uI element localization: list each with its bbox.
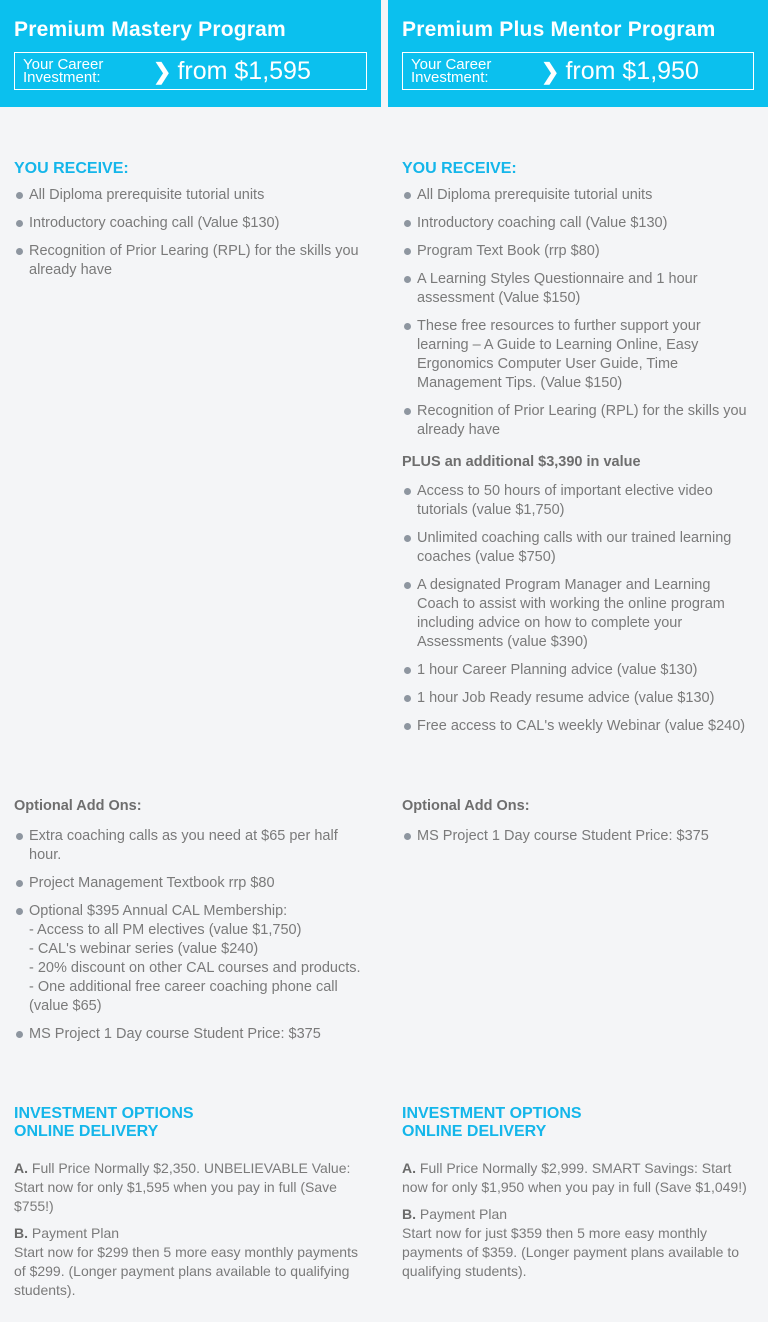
option-a-text: Full Price Normally $2,350. UNBELIEVABLE Value: Start now for only $1,595 when you pay in full (Save $755!) xyxy=(14,1160,351,1214)
list-item xyxy=(14,902,367,1016)
addons-section xyxy=(14,798,367,1053)
list-item: A Learning Styles Questionnaire and 1 hour assessment (Value $150) xyxy=(402,270,754,308)
price-value xyxy=(541,57,699,86)
addons-section xyxy=(402,798,754,855)
option-a xyxy=(14,1159,367,1216)
addons-list xyxy=(14,827,367,1044)
list-item: 1 hour Job Ready resume advice (value $130) xyxy=(402,689,754,708)
program-title: Premium Plus Mentor Program xyxy=(402,18,716,41)
list-item: Recognition of Prior Learing (RPL) for the skills you already have xyxy=(402,402,754,440)
option-letter: B. xyxy=(402,1206,416,1222)
premium-plus-mentor-column xyxy=(388,0,768,1322)
plus-list xyxy=(402,482,754,736)
list-item: Recognition of Prior Learing (RPL) for the skills you already have xyxy=(14,242,367,280)
list-item: Free access to CAL's weekly Webinar (value $240) xyxy=(402,717,754,736)
receive-list xyxy=(402,186,754,440)
program-title: Premium Mastery Program xyxy=(14,18,286,41)
investment-label: Your Career Investment: xyxy=(23,56,104,86)
delivery-heading: ONLINE DELIVERY xyxy=(14,1123,159,1140)
option-letter: B. xyxy=(14,1225,28,1241)
price-value xyxy=(153,57,311,86)
addons-heading: Optional Add Ons: xyxy=(14,798,142,814)
option-b-title-text: Payment Plan xyxy=(419,1206,508,1222)
addons-list xyxy=(402,827,754,846)
membership-subitem: - Access to all PM electives (value $1,750) xyxy=(29,922,302,938)
list-item: All Diploma prerequisite tutorial units xyxy=(402,186,754,205)
chevron-right-icon: ❯ xyxy=(541,58,560,84)
premium-mastery-column xyxy=(0,0,381,1322)
list-item: These free resources to further support your learning – A Guide to Learning Online, Easy Ergonomics Computer User Guide, Time Management Tips. (Value $150) xyxy=(402,317,754,393)
option-a xyxy=(402,1159,754,1197)
receive-heading: YOU RECEIVE: xyxy=(402,160,517,177)
addons-heading: Optional Add Ons: xyxy=(402,798,530,814)
membership-subitem: - 20% discount on other CAL courses and products. xyxy=(29,960,361,976)
investment-section xyxy=(402,1105,754,1281)
list-item: All Diploma prerequisite tutorial units xyxy=(14,186,367,205)
option-b-title xyxy=(402,1205,754,1224)
list-item: A designated Program Manager and Learning Coach to assist with working the online program including advice on how to complete your Assessments (value $390) xyxy=(402,576,754,652)
price-box[interactable] xyxy=(402,52,754,90)
list-item: MS Project 1 Day course Student Price: $375 xyxy=(402,827,754,846)
membership-subitem: - CAL's webinar series (value $240) xyxy=(29,941,259,957)
list-item: Unlimited coaching calls with our trained learning coaches (value $750) xyxy=(402,529,754,567)
price-text: from $1,595 xyxy=(177,56,311,85)
receive-section xyxy=(402,160,754,745)
investment-label: Your Career Investment: xyxy=(411,56,492,86)
investment-heading: INVESTMENT OPTIONS xyxy=(14,1105,194,1122)
membership-title: Optional $395 Annual CAL Membership: xyxy=(29,903,288,919)
option-b-title xyxy=(14,1224,367,1243)
program-header xyxy=(0,0,381,107)
option-b-title-text: Payment Plan xyxy=(31,1225,120,1241)
option-b-text: Start now for $299 then 5 more easy monthly payments of $299. (Longer payment plans available to qualifying students). xyxy=(14,1244,358,1298)
program-header xyxy=(388,0,768,107)
list-item: 1 hour Career Planning advice (value $130) xyxy=(402,661,754,680)
investment-heading: INVESTMENT OPTIONS xyxy=(402,1105,582,1122)
price-box[interactable] xyxy=(14,52,367,90)
membership-subitem: - One additional free career coaching phone call (value $65) xyxy=(29,979,338,1014)
list-item: Introductory coaching call (Value $130) xyxy=(14,214,367,233)
option-a-text: Full Price Normally $2,999. SMART Savings: Start now for only $1,950 when you pay in full (Save $1,049!) xyxy=(402,1160,747,1195)
receive-heading: YOU RECEIVE: xyxy=(14,160,129,177)
list-item: Project Management Textbook rrp $80 xyxy=(14,874,367,893)
list-item: Program Text Book (rrp $80) xyxy=(402,242,754,261)
receive-section xyxy=(14,160,367,289)
list-item: MS Project 1 Day course Student Price: $375 xyxy=(14,1025,367,1044)
list-item: Extra coaching calls as you need at $65 per half hour. xyxy=(14,827,367,865)
delivery-heading: ONLINE DELIVERY xyxy=(402,1123,547,1140)
plus-heading: PLUS an additional $3,390 in value xyxy=(402,454,641,470)
chevron-right-icon: ❯ xyxy=(153,58,172,84)
list-item: Introductory coaching call (Value $130) xyxy=(402,214,754,233)
option-b-text: Start now for just $359 then 5 more easy monthly payments of $359. (Longer payment plans available to qualifying students). xyxy=(402,1225,739,1279)
option-letter: A. xyxy=(402,1160,416,1176)
list-item: Access to 50 hours of important elective video tutorials (value $1,750) xyxy=(402,482,754,520)
price-text: from $1,950 xyxy=(565,56,699,85)
receive-list xyxy=(14,186,367,280)
option-letter: A. xyxy=(14,1160,28,1176)
investment-section xyxy=(14,1105,367,1300)
